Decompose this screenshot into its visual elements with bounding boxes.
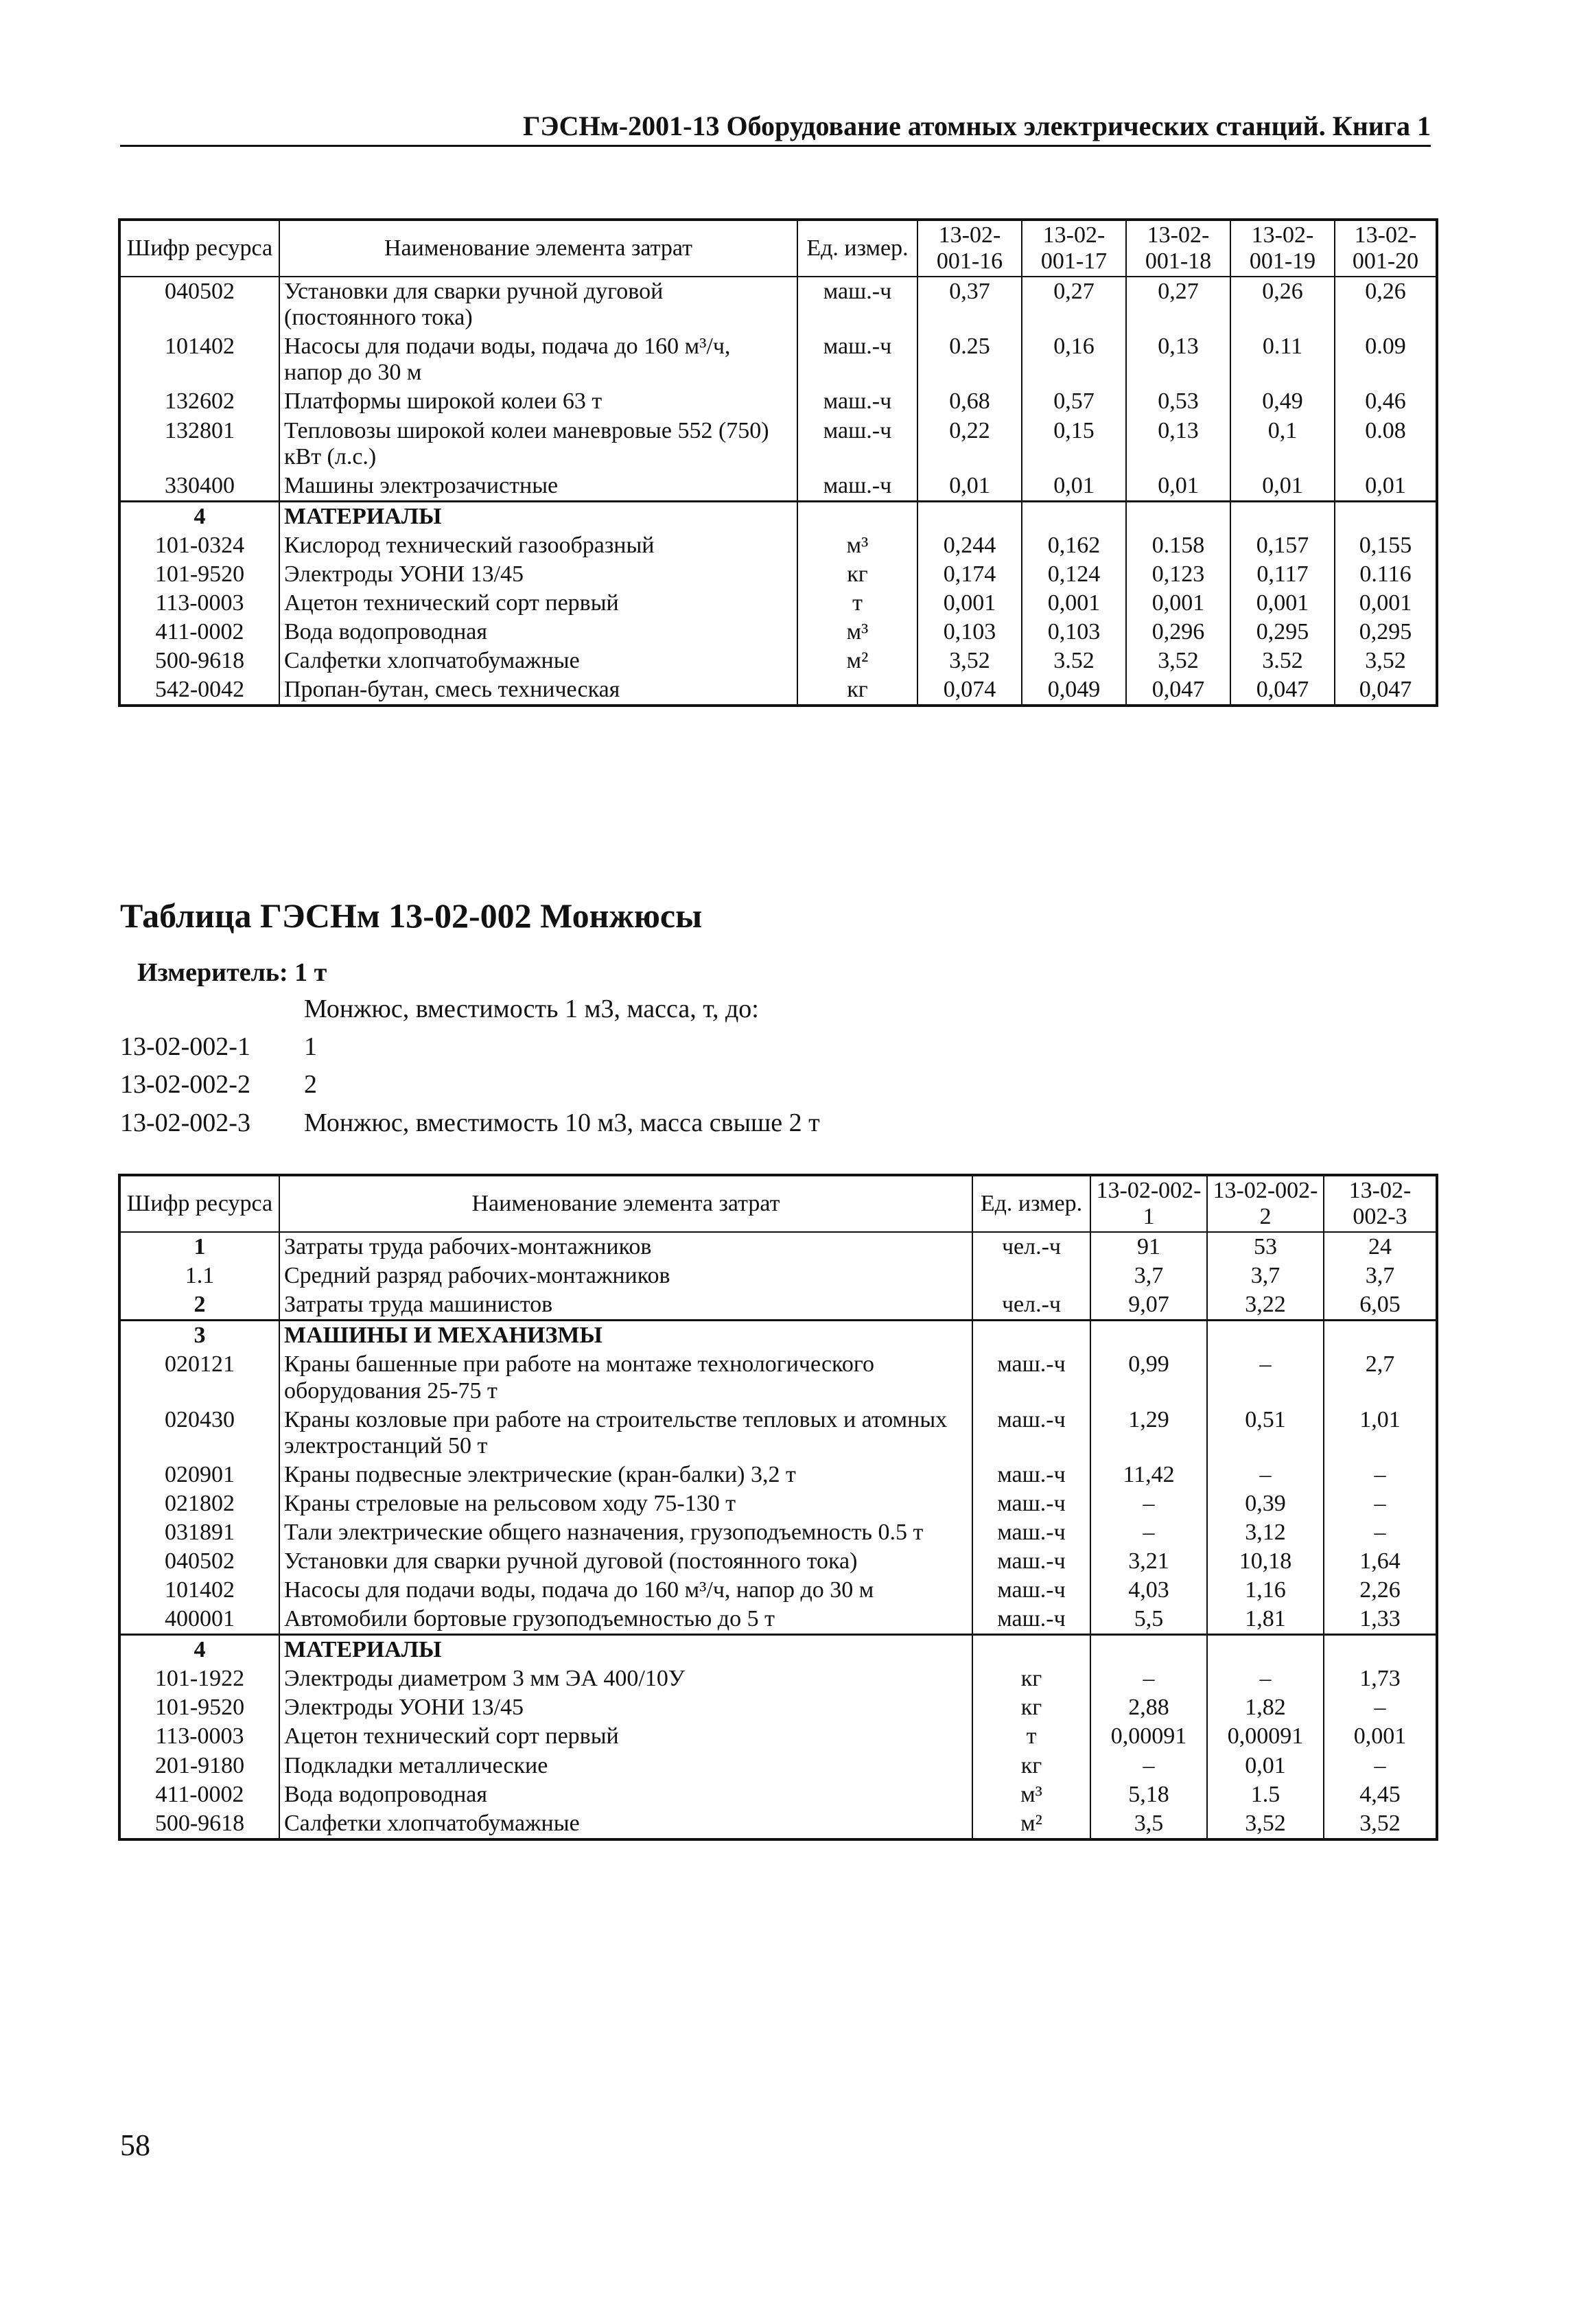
cell-value: – — [1090, 1518, 1207, 1547]
cell-unit: т — [797, 589, 917, 618]
cell-code: 101-0324 — [119, 531, 279, 560]
cell-value: 3,7 — [1207, 1262, 1324, 1290]
meter-label: Измеритель: — [137, 958, 288, 987]
table-row — [119, 1232, 1437, 1262]
table-title: Таблица ГЭСНм 13-02-002 Монжюсы — [120, 896, 703, 935]
table-row — [119, 1262, 1437, 1290]
cell-unit — [972, 1262, 1090, 1290]
cell-code: 201-9180 — [119, 1752, 279, 1780]
cell-value: 3,12 — [1207, 1518, 1324, 1547]
cell-value: 0,123 — [1126, 560, 1230, 589]
cell-unit: м² — [972, 1809, 1090, 1839]
cell-unit: маш.-ч — [797, 277, 917, 332]
cell-unit: маш.-ч — [972, 1406, 1090, 1461]
cell-unit: кг — [797, 675, 917, 706]
cell-value: 3,52 — [1207, 1809, 1324, 1839]
meter-value: 1 т — [294, 958, 327, 987]
cell-value: – — [1090, 1664, 1207, 1693]
cell-unit: маш.-ч — [797, 417, 917, 472]
cell-value: 0,074 — [917, 675, 1022, 706]
cell-value: 0,13 — [1126, 332, 1230, 387]
header-column: 13-02-002-1 — [1090, 1175, 1207, 1232]
cell-code: 132801 — [119, 417, 279, 472]
variant-code: 13-02-002-3 — [120, 1108, 250, 1137]
cell-unit: маш.-ч — [972, 1576, 1090, 1605]
cell-value: 0.116 — [1335, 560, 1437, 589]
table-row — [119, 1461, 1437, 1489]
cell-value — [1207, 1635, 1324, 1665]
cell-code: 132602 — [119, 387, 279, 416]
cell-unit: маш.-ч — [797, 332, 917, 387]
header-name: Наименование элемента затрат — [279, 220, 797, 277]
cell-value: 24 — [1324, 1232, 1437, 1262]
cell-value: 1,82 — [1207, 1693, 1324, 1722]
cell-unit: м³ — [972, 1780, 1090, 1809]
cell-code: 113-0003 — [119, 1722, 279, 1751]
cell-value: 3,52 — [1335, 647, 1437, 675]
cell-value: 0,39 — [1207, 1489, 1324, 1518]
cell-name: Платформы широкой колеи 63 т — [279, 387, 797, 416]
cell-code: 020121 — [119, 1350, 279, 1405]
variant-code: 13-02-002-1 — [120, 1032, 250, 1061]
cell-value: 3,7 — [1324, 1262, 1437, 1290]
cell-code: 101-9520 — [119, 1693, 279, 1722]
resource-table-2 — [118, 1174, 1438, 1841]
variant-text: 2 — [304, 1070, 317, 1099]
cell-code: 3 — [119, 1321, 279, 1351]
cell-unit: маш.-ч — [797, 472, 917, 502]
table-row — [119, 417, 1437, 472]
table-row — [119, 560, 1437, 589]
cell-code: 542-0042 — [119, 675, 279, 706]
cell-unit: м³ — [797, 531, 917, 560]
cell-value — [1335, 501, 1437, 531]
cell-value: 1,73 — [1324, 1664, 1437, 1693]
cell-value: 0,49 — [1230, 387, 1335, 416]
cell-code: 4 — [119, 501, 279, 531]
cell-value: – — [1207, 1461, 1324, 1489]
cell-name: Пропан-бутан, смесь техническая — [279, 675, 797, 706]
cell-code: 040502 — [119, 277, 279, 332]
cell-name: Установки для сварки ручной дуговой (постоянного тока) — [279, 277, 797, 332]
table-row — [119, 1809, 1437, 1839]
cell-value: 0,01 — [917, 472, 1022, 502]
header-column: 13-02-002-3 — [1324, 1175, 1437, 1232]
cell-name: Насосы для подачи воды, подача до 160 м³/ч, напор до 30 м — [279, 332, 797, 387]
table-row — [119, 1489, 1437, 1518]
cell-code: 500-9618 — [119, 647, 279, 675]
cell-value: 3,22 — [1207, 1290, 1324, 1321]
cell-unit — [972, 1321, 1090, 1351]
table-row — [119, 618, 1437, 647]
header-unit: Ед. измер. — [797, 220, 917, 277]
cell-value: 5,5 — [1090, 1605, 1207, 1635]
cell-code: 021802 — [119, 1489, 279, 1518]
cell-code: 101-9520 — [119, 560, 279, 589]
cell-value: 0,174 — [917, 560, 1022, 589]
cell-value: 0,68 — [917, 387, 1022, 416]
cell-value: 0,103 — [1022, 618, 1126, 647]
table-row — [119, 1780, 1437, 1809]
cell-name: Электроды УОНИ 13/45 — [279, 1693, 972, 1722]
header-unit: Ед. измер. — [972, 1175, 1090, 1232]
cell-value: 0,01 — [1022, 472, 1126, 502]
cell-value: 0,57 — [1022, 387, 1126, 416]
table-row — [119, 472, 1437, 502]
cell-unit: маш.-ч — [972, 1350, 1090, 1405]
cell-unit: м³ — [797, 618, 917, 647]
cell-value: 0,27 — [1022, 277, 1126, 332]
cell-value: 2,26 — [1324, 1576, 1437, 1605]
cell-value — [1126, 501, 1230, 531]
table-row — [119, 531, 1437, 560]
cell-value: 3,7 — [1090, 1262, 1207, 1290]
table-row — [119, 1547, 1437, 1576]
cell-name: МАШИНЫ И МЕХАНИЗМЫ — [279, 1321, 972, 1351]
cell-value: 0,162 — [1022, 531, 1126, 560]
cell-value: 3,52 — [1324, 1809, 1437, 1839]
cell-value: 0,001 — [1022, 589, 1126, 618]
cell-code: 1 — [119, 1232, 279, 1262]
cell-value: 9,07 — [1090, 1290, 1207, 1321]
cell-value: 0,37 — [917, 277, 1022, 332]
cell-code: 101402 — [119, 1576, 279, 1605]
cell-value: 0,1 — [1230, 417, 1335, 472]
cell-value: 1,81 — [1207, 1605, 1324, 1635]
table-row — [119, 1635, 1437, 1665]
table-row — [119, 1605, 1437, 1635]
cell-value: 0,047 — [1335, 675, 1437, 706]
cell-value: 1.5 — [1207, 1780, 1324, 1809]
cell-unit: т — [972, 1722, 1090, 1751]
cell-value: 2,7 — [1324, 1350, 1437, 1405]
cell-code: 411-0002 — [119, 1780, 279, 1809]
cell-unit: маш.-ч — [972, 1547, 1090, 1576]
cell-value: 3.52 — [1230, 647, 1335, 675]
cell-unit: маш.-ч — [972, 1489, 1090, 1518]
cell-value: – — [1324, 1518, 1437, 1547]
table-row — [119, 1576, 1437, 1605]
cell-name: Краны подвесные электрические (кран-балки) 3,2 т — [279, 1461, 972, 1489]
cell-value: 0,22 — [917, 417, 1022, 472]
cell-unit: маш.-ч — [797, 387, 917, 416]
cell-name: Электроды УОНИ 13/45 — [279, 560, 797, 589]
cell-unit — [797, 501, 917, 531]
cell-value: 0,13 — [1126, 417, 1230, 472]
cell-value: 0,15 — [1022, 417, 1126, 472]
cell-name: Салфетки хлопчатобумажные — [279, 1809, 972, 1839]
variants-intro: Монжюс, вместимость 1 м3, масса, т, до: — [304, 995, 759, 1023]
cell-name: Автомобили бортовые грузоподъемностью до 5 т — [279, 1605, 972, 1635]
cell-value — [1022, 501, 1126, 531]
cell-value: 4,03 — [1090, 1576, 1207, 1605]
cell-unit: маш.-ч — [972, 1461, 1090, 1489]
page-header: ГЭСНм-2001-13 Оборудование атомных электрических станций. Книга 1 — [120, 110, 1431, 147]
table-row — [119, 1664, 1437, 1693]
cell-value: 0,01 — [1335, 472, 1437, 502]
cell-value — [1324, 1321, 1437, 1351]
cell-value: 0,295 — [1335, 618, 1437, 647]
cell-value: 0,103 — [917, 618, 1022, 647]
variant-text: 1 — [304, 1032, 317, 1061]
cell-unit: кг — [972, 1752, 1090, 1780]
cell-name: Краны стреловые на рельсовом ходу 75-130 т — [279, 1489, 972, 1518]
cell-value: 0,53 — [1126, 387, 1230, 416]
cell-value — [1207, 1321, 1324, 1351]
header-column: 13-02-001-20 — [1335, 220, 1437, 277]
cell-value — [917, 501, 1022, 531]
cell-value: – — [1324, 1752, 1437, 1780]
variant-code: 13-02-002-2 — [120, 1070, 250, 1099]
cell-value: 6,05 — [1324, 1290, 1437, 1321]
cell-unit: чел.-ч — [972, 1232, 1090, 1262]
variant-text: Монжюс, вместимость 10 м3, масса свыше 2 т — [304, 1108, 820, 1137]
cell-value: 0,01 — [1230, 472, 1335, 502]
cell-name: Насосы для подачи воды, подача до 160 м³/ч, напор до 30 м — [279, 1576, 972, 1605]
cell-value: 1,29 — [1090, 1406, 1207, 1461]
cell-value: 0,01 — [1126, 472, 1230, 502]
table-header-row — [119, 220, 1437, 277]
cell-value: 0.08 — [1335, 417, 1437, 472]
cell-value: 0,117 — [1230, 560, 1335, 589]
cell-value: 53 — [1207, 1232, 1324, 1262]
cell-code: 020430 — [119, 1406, 279, 1461]
cell-code: 2 — [119, 1290, 279, 1321]
cell-name: МАТЕРИАЛЫ — [279, 501, 797, 531]
cell-value: 3.52 — [1022, 647, 1126, 675]
header-name: Наименование элемента затрат — [279, 1175, 972, 1232]
cell-value — [1090, 1321, 1207, 1351]
cell-value: – — [1207, 1664, 1324, 1693]
table-row — [119, 277, 1437, 332]
cell-name: Тепловозы широкой колеи маневровые 552 (750) кВт (л.с.) — [279, 417, 797, 472]
cell-value: 0,27 — [1126, 277, 1230, 332]
cell-name: МАТЕРИАЛЫ — [279, 1635, 972, 1665]
cell-value: 0,00091 — [1090, 1722, 1207, 1751]
cell-value: 0,16 — [1022, 332, 1126, 387]
cell-value: 3,52 — [917, 647, 1022, 675]
cell-name: Затраты труда рабочих-монтажников — [279, 1232, 972, 1262]
header-column: 13-02-002-2 — [1207, 1175, 1324, 1232]
cell-value: 1,33 — [1324, 1605, 1437, 1635]
cell-value — [1090, 1635, 1207, 1665]
cell-value: – — [1324, 1489, 1437, 1518]
cell-name: Салфетки хлопчатобумажные — [279, 647, 797, 675]
cell-value — [1324, 1635, 1437, 1665]
cell-value: – — [1090, 1489, 1207, 1518]
cell-value: 0.25 — [917, 332, 1022, 387]
cell-value: 1,01 — [1324, 1406, 1437, 1461]
cell-unit: маш.-ч — [972, 1605, 1090, 1635]
cell-unit: маш.-ч — [972, 1518, 1090, 1547]
cell-code: 020901 — [119, 1461, 279, 1489]
cell-name: Машины электрозачистные — [279, 472, 797, 502]
cell-value: – — [1207, 1350, 1324, 1405]
cell-value: 11,42 — [1090, 1461, 1207, 1489]
cell-value: 3,5 — [1090, 1809, 1207, 1839]
cell-name: Электроды диаметром 3 мм ЭА 400/10У — [279, 1664, 972, 1693]
cell-name: Затраты труда машинистов — [279, 1290, 972, 1321]
cell-name: Краны козловые при работе на строительстве тепловых и атомных электростанций 50 т — [279, 1406, 972, 1461]
cell-code: 101-1922 — [119, 1664, 279, 1693]
cell-unit: чел.-ч — [972, 1290, 1090, 1321]
cell-value: 0,001 — [1335, 589, 1437, 618]
table-row — [119, 1406, 1437, 1461]
cell-value: 4,45 — [1324, 1780, 1437, 1809]
cell-value: 0,049 — [1022, 675, 1126, 706]
cell-value — [1230, 501, 1335, 531]
cell-value: 0.11 — [1230, 332, 1335, 387]
cell-value: 0.158 — [1126, 531, 1230, 560]
table-row — [119, 1722, 1437, 1751]
cell-code: 411-0002 — [119, 618, 279, 647]
cell-code: 330400 — [119, 472, 279, 502]
cell-name: Краны башенные при работе на монтаже технологического оборудования 25-75 т — [279, 1350, 972, 1405]
cell-code: 101402 — [119, 332, 279, 387]
table-row — [119, 1350, 1437, 1405]
cell-value: 0,51 — [1207, 1406, 1324, 1461]
cell-value: 0,244 — [917, 531, 1022, 560]
cell-value: 0,00091 — [1207, 1722, 1324, 1751]
table-row — [119, 1290, 1437, 1321]
cell-name: Вода водопроводная — [279, 618, 797, 647]
header-column: 13-02-001-18 — [1126, 220, 1230, 277]
cell-code: 400001 — [119, 1605, 279, 1635]
cell-name: Ацетон технический сорт первый — [279, 589, 797, 618]
cell-value: 0,99 — [1090, 1350, 1207, 1405]
cell-value: 91 — [1090, 1232, 1207, 1262]
cell-name: Тали электрические общего назначения, грузоподъемность 0.5 т — [279, 1518, 972, 1547]
cell-unit: кг — [972, 1693, 1090, 1722]
cell-value: 0,155 — [1335, 531, 1437, 560]
cell-name: Кислород технический газообразный — [279, 531, 797, 560]
table-row — [119, 675, 1437, 706]
cell-value: 3,21 — [1090, 1547, 1207, 1576]
cell-code: 040502 — [119, 1547, 279, 1576]
table-row — [119, 1321, 1437, 1351]
cell-value: 0,001 — [1230, 589, 1335, 618]
cell-unit: кг — [972, 1664, 1090, 1693]
cell-code: 4 — [119, 1635, 279, 1665]
cell-value: – — [1324, 1461, 1437, 1489]
cell-value: 0,001 — [1126, 589, 1230, 618]
meter-line — [137, 957, 327, 988]
cell-value: 0,26 — [1335, 277, 1437, 332]
cell-value: 0,26 — [1230, 277, 1335, 332]
header-code: Шифр ресурса — [119, 220, 279, 277]
cell-value: 0,001 — [1324, 1722, 1437, 1751]
page-number: 58 — [120, 2128, 150, 2162]
cell-value: 0,01 — [1207, 1752, 1324, 1780]
cell-value: 0,295 — [1230, 618, 1335, 647]
cell-value: 0.09 — [1335, 332, 1437, 387]
cell-value: 10,18 — [1207, 1547, 1324, 1576]
cell-value: 5,18 — [1090, 1780, 1207, 1809]
cell-name: Подкладки металлические — [279, 1752, 972, 1780]
cell-value: 1,64 — [1324, 1547, 1437, 1576]
cell-name: Средний разряд рабочих-монтажников — [279, 1262, 972, 1290]
table-row — [119, 501, 1437, 531]
cell-value: 0,047 — [1230, 675, 1335, 706]
cell-code: 1.1 — [119, 1262, 279, 1290]
cell-name: Вода водопроводная — [279, 1780, 972, 1809]
header-column: 13-02-001-19 — [1230, 220, 1335, 277]
cell-unit: м² — [797, 647, 917, 675]
cell-unit: кг — [797, 560, 917, 589]
table-row — [119, 1752, 1437, 1780]
cell-value: 1,16 — [1207, 1576, 1324, 1605]
cell-value: 2,88 — [1090, 1693, 1207, 1722]
cell-value: 0,047 — [1126, 675, 1230, 706]
cell-value: 0,001 — [917, 589, 1022, 618]
cell-name: Установки для сварки ручной дуговой (постоянного тока) — [279, 1547, 972, 1576]
cell-value: – — [1324, 1693, 1437, 1722]
resource-table-1 — [118, 218, 1438, 707]
table-row — [119, 332, 1437, 387]
cell-name: Ацетон технический сорт первый — [279, 1722, 972, 1751]
cell-value: 0,296 — [1126, 618, 1230, 647]
header-column: 13-02-001-17 — [1022, 220, 1126, 277]
header-code: Шифр ресурса — [119, 1175, 279, 1232]
cell-code: 113-0003 — [119, 589, 279, 618]
cell-value: 0,46 — [1335, 387, 1437, 416]
cell-unit — [972, 1635, 1090, 1665]
header-column: 13-02-001-16 — [917, 220, 1022, 277]
table-row — [119, 1693, 1437, 1722]
cell-value: 3,52 — [1126, 647, 1230, 675]
cell-code: 031891 — [119, 1518, 279, 1547]
cell-code: 500-9618 — [119, 1809, 279, 1839]
cell-value: – — [1090, 1752, 1207, 1780]
cell-value: 0,124 — [1022, 560, 1126, 589]
table-header-row — [119, 1175, 1437, 1232]
table-row — [119, 387, 1437, 416]
table-row — [119, 647, 1437, 675]
table-row — [119, 589, 1437, 618]
table-row — [119, 1518, 1437, 1547]
cell-value: 0,157 — [1230, 531, 1335, 560]
